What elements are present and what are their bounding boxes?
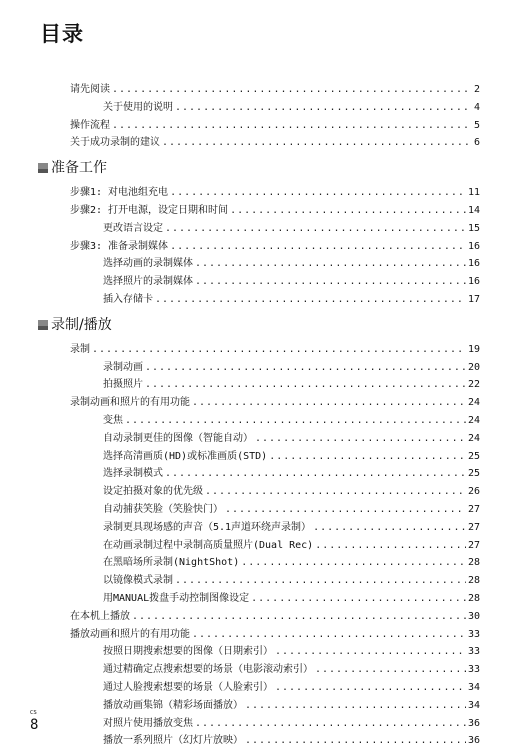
toc-entry-label: 以镜像模式录制 xyxy=(103,575,173,587)
toc-entry-page: 19 xyxy=(467,343,480,355)
toc-entry-page: 20 xyxy=(467,361,480,373)
toc-entry-label: 步骤1: 对电池组充电 xyxy=(70,187,169,199)
toc-entry-label: 通过人脸搜索想要的场景（人脸索引） xyxy=(103,682,273,693)
dot-leader xyxy=(112,120,472,131)
toc-entry[interactable] xyxy=(103,219,480,234)
toc-entry-label: 更改语言设定 xyxy=(103,222,163,234)
toc-entry[interactable] xyxy=(70,237,480,252)
toc-entry-label: 请先阅读 xyxy=(70,84,110,95)
toc-entry-label: 按照日期搜索想要的图像（日期索引） xyxy=(103,646,273,658)
toc-entry-page: 14 xyxy=(467,205,480,216)
toc-entry[interactable] xyxy=(70,201,480,216)
toc-entry-label: 在黑暗场所录制(NightShot) xyxy=(103,557,240,569)
toc-entry-page: 34 xyxy=(467,682,480,693)
dot-leader xyxy=(205,486,466,497)
toc-entry[interactable] xyxy=(70,80,480,95)
toc-entry[interactable] xyxy=(103,696,480,711)
toc-entry[interactable] xyxy=(103,731,480,746)
toc-entry-page: 25 xyxy=(467,450,480,462)
dot-leader xyxy=(145,379,466,390)
toc-entry-label: 选择动画的录制媒体 xyxy=(103,258,193,270)
dot-leader xyxy=(313,522,466,533)
toc-entry-page: 16 xyxy=(467,258,480,270)
toc-entry-label: 录制动画和照片的有用功能 xyxy=(70,397,190,409)
toc-entry-label: 变焦 xyxy=(103,415,123,426)
dot-leader xyxy=(165,468,466,479)
dot-leader xyxy=(195,258,466,269)
toc-entry[interactable] xyxy=(70,183,480,198)
toc-entry-page: 30 xyxy=(467,610,480,622)
dot-leader xyxy=(192,629,466,640)
toc-entry[interactable] xyxy=(103,358,480,373)
dot-leader xyxy=(170,187,466,198)
dot-leader xyxy=(255,433,466,444)
toc-entry[interactable] xyxy=(103,589,480,604)
toc-entry-page: 16 xyxy=(467,276,480,288)
dot-leader xyxy=(175,575,466,586)
dot-leader xyxy=(275,682,466,693)
toc-entry-label: 播放动画和照片的有用功能 xyxy=(70,628,190,640)
toc-entry-label: 自动录制更佳的图像（智能自动） xyxy=(103,432,253,444)
dot-leader xyxy=(125,415,466,426)
toc-entry-label: 用MANUAL拨盘手动控制图像设定 xyxy=(103,593,250,604)
toc-entry-label: 步骤3: 准备录制媒体 xyxy=(70,240,169,252)
toc-entry-page: 26 xyxy=(467,486,480,498)
dot-leader xyxy=(241,557,466,568)
toc-entry-label: 插入存储卡 xyxy=(103,294,153,305)
dot-leader xyxy=(162,137,472,148)
toc-entry-label: 录制更具现场感的声音（5.1声道环绕声录制） xyxy=(103,521,312,533)
toc-entry-page: 15 xyxy=(467,222,480,234)
toc-entry-page: 36 xyxy=(467,717,480,729)
dot-leader xyxy=(165,223,466,234)
dot-leader xyxy=(195,718,466,729)
section-heading xyxy=(38,314,112,334)
section-marker-icon xyxy=(38,163,48,173)
dot-leader xyxy=(112,84,472,95)
toc-entry[interactable] xyxy=(70,393,480,408)
dot-leader xyxy=(315,664,466,675)
toc-entry-page: 33 xyxy=(467,646,480,658)
toc-entry-page: 24 xyxy=(467,432,480,444)
toc-entry-label: 录制 xyxy=(70,343,90,355)
toc-entry[interactable] xyxy=(70,340,480,355)
toc-entry-page: 16 xyxy=(467,240,480,252)
toc-entry-page: 24 xyxy=(467,415,480,426)
page-number: 8 xyxy=(30,717,39,733)
toc-entry[interactable] xyxy=(103,98,480,113)
toc-entry-label: 在本机上播放 xyxy=(70,610,130,622)
toc-entry[interactable] xyxy=(70,607,480,622)
toc-entry[interactable] xyxy=(103,536,480,551)
toc-entry-page: 5 xyxy=(473,119,480,131)
toc-entry[interactable] xyxy=(103,553,480,568)
section-title: 准备工作 xyxy=(51,160,107,177)
toc-entry-label: 播放动画集锦（精彩场面播放） xyxy=(103,699,243,711)
toc-entry[interactable] xyxy=(103,464,480,479)
toc-entry-label: 对照片使用播放变焦 xyxy=(103,717,193,729)
toc-entry[interactable] xyxy=(103,375,480,390)
dot-leader xyxy=(175,102,472,113)
dot-leader xyxy=(315,540,466,551)
dot-leader xyxy=(132,611,466,622)
toc-entry[interactable] xyxy=(103,500,480,515)
toc-entry[interactable] xyxy=(70,133,480,148)
toc-entry-label: 通过精确定点搜索想要的场景（电影滚动索引） xyxy=(103,664,313,676)
toc-entry[interactable] xyxy=(103,660,480,675)
toc-entry-page: 2 xyxy=(473,84,480,95)
toc-entry-page: 24 xyxy=(467,397,480,409)
toc-entry-label: 选择高清画质(HD)或标准画质(STD) xyxy=(103,450,268,462)
dot-leader xyxy=(275,646,466,657)
toc-entry[interactable] xyxy=(103,254,480,269)
toc-entry[interactable] xyxy=(103,482,480,497)
section-heading xyxy=(38,157,107,177)
dot-leader xyxy=(192,397,466,408)
toc-entry-page: 6 xyxy=(473,137,480,149)
page-title: 目录 xyxy=(40,22,84,46)
toc-entry-page: 36 xyxy=(467,735,480,747)
toc-entry[interactable] xyxy=(103,678,480,693)
language-code: CS xyxy=(30,710,37,716)
dot-leader xyxy=(155,294,466,305)
toc-entry-page: 28 xyxy=(467,557,480,569)
section-marker-icon xyxy=(38,320,48,330)
toc-entry-page: 4 xyxy=(473,101,480,113)
toc-entry[interactable] xyxy=(103,447,480,462)
page-footer xyxy=(30,710,38,733)
dot-leader xyxy=(92,344,466,355)
toc-entry-label: 设定拍摄对象的优先级 xyxy=(103,486,203,498)
toc-entry-page: 22 xyxy=(467,379,480,391)
toc-entry-page: 11 xyxy=(467,187,480,199)
dot-leader xyxy=(225,504,466,515)
toc-entry[interactable] xyxy=(103,714,480,729)
dot-leader xyxy=(195,276,466,287)
toc-entry-page: 28 xyxy=(467,575,480,587)
dot-leader xyxy=(269,451,466,462)
toc-entry-label: 在动画录制过程中录制高质量照片(Dual Rec) xyxy=(103,539,314,551)
dot-leader xyxy=(170,241,466,252)
toc-entry-label: 自动捕获笑脸（笑脸快门） xyxy=(103,504,223,515)
toc-entry[interactable] xyxy=(103,571,480,586)
toc-entry-label: 拍摄照片 xyxy=(103,379,143,391)
toc-entry[interactable] xyxy=(103,290,480,305)
toc-entry-page: 33 xyxy=(467,628,480,640)
toc-entry-page: 34 xyxy=(467,699,480,711)
toc-entry-page: 28 xyxy=(467,593,480,604)
toc-entry-label: 操作流程 xyxy=(70,119,110,131)
section-title: 录制/播放 xyxy=(51,316,112,333)
dot-leader xyxy=(251,593,466,604)
toc-entry[interactable] xyxy=(103,411,480,426)
toc-entry-label: 选择照片的录制媒体 xyxy=(103,276,193,288)
toc-entry-page: 27 xyxy=(467,504,480,515)
toc-entry[interactable] xyxy=(103,518,480,533)
toc-entry[interactable] xyxy=(103,429,480,444)
toc-entry-page: 17 xyxy=(467,294,480,305)
dot-leader xyxy=(230,205,466,216)
toc-entry-label: 选择录制模式 xyxy=(103,468,163,480)
toc-entry-page: 27 xyxy=(467,539,480,551)
toc-entry-page: 33 xyxy=(467,664,480,676)
toc-entry-label: 播放一系列照片（幻灯片放映） xyxy=(103,735,243,747)
toc-entry-label: 关于使用的说明 xyxy=(103,101,173,113)
dot-leader xyxy=(245,735,466,746)
dot-leader xyxy=(245,700,466,711)
toc-entry-page: 27 xyxy=(467,521,480,533)
toc-entry[interactable] xyxy=(70,625,480,640)
toc-entry[interactable] xyxy=(103,272,480,287)
toc-entry-label: 步骤2: 打开电源，设定日期和时间 xyxy=(70,205,229,216)
toc-entry[interactable] xyxy=(70,116,480,131)
toc-entry[interactable] xyxy=(103,642,480,657)
toc-entry-label: 关于成功录制的建议 xyxy=(70,137,160,149)
dot-leader xyxy=(145,362,466,373)
toc-entry-label: 录制动画 xyxy=(103,361,143,373)
toc-entry-page: 25 xyxy=(467,468,480,480)
